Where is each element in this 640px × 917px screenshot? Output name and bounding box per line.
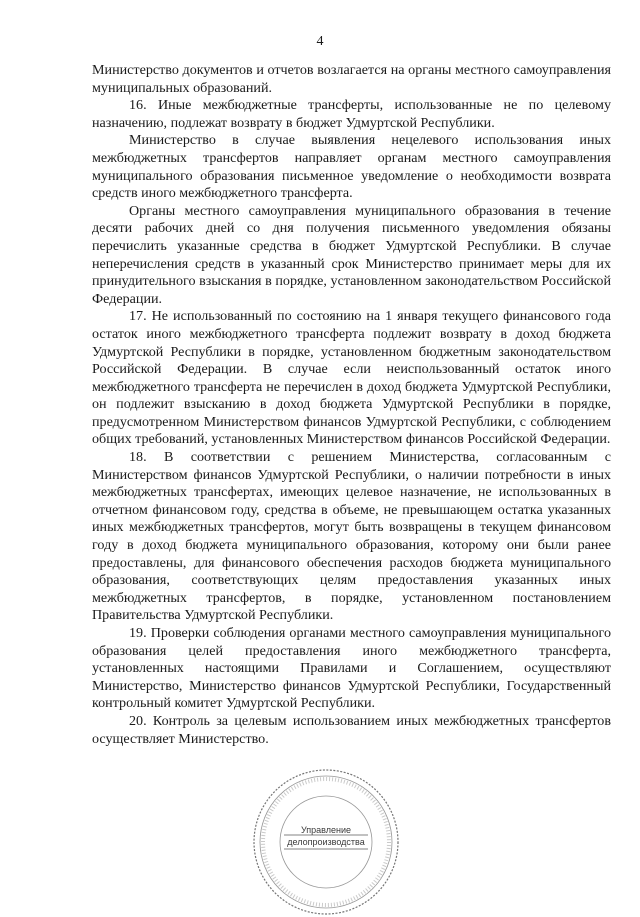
paragraph-item-19: 19. Проверки соблюдения органами местного самоуправления муниципального образования целей предоставления иного межбюджетного трансферта, установленных настоящими Правилами и Соглашением, осуществляют Министерство, Министерство финансов Удмуртской Республики, Государственный контрольный комитет Удмуртской Республики.	[92, 625, 611, 712]
stamp-label-line1: Управление	[300, 825, 352, 835]
office-stamp	[251, 767, 401, 917]
document-body	[92, 62, 611, 748]
paragraph-item-20: 20. Контроль за целевым использованием иных межбюджетных трансфертов осуществляет Министерство.	[92, 712, 611, 747]
page-number: 4	[316, 34, 324, 49]
paragraph-item-17: 17. Не использованный по состоянию на 1 января текущего финансового года остаток иного межбюджетного трансферта подлежит возврату в доход бюджета Удмуртской Республики в порядке, установленном бюджетным законодательством Российской Федерации. В случае если неиспользованный остаток иного межбюджетного трансферта не перечислен в доход бюджета Удмуртской Республики, он подлежит взысканию в доход бюджета Удмуртской Республики в порядке, предусмотренном Министерством финансов Удмуртской Республики, с соблюдением общих требований, установленных Министерством финансов Российской Федерации.	[92, 308, 611, 448]
stamp-label-line2: делопроизводства	[287, 837, 365, 847]
paragraph-item-16-obligation: Органы местного самоуправления муниципального образования в течение десяти рабочих дней со дня получения письменного уведомления обязаны перечислить указанные средства в бюджет Удмуртской Республики. В случае неперечисления средств в указанный срок Министерство принимает меры для их принудительного взыскания в порядке, установленном законодательством Российской Федерации.	[92, 202, 611, 307]
paragraph-item-16: 16. Иные межбюджетные трансферты, использованные не по целевому назначению, подлежат возврату в бюджет Удмуртской Республики.	[92, 97, 611, 131]
paragraph-continuation: Министерство документов и отчетов возлагается на органы местного самоуправления муниципальных образований.	[92, 62, 611, 96]
paragraph-item-18: 18. В соответствии с решением Министерства, согласованным с Министерством финансов Удмуртской Республики, о наличии потребности в иных межбюджетных трансфертах, имеющих целевое назначение, не использованных в отчетном финансовом году, средства в объеме, не превышающем остатка указанных иных межбюджетных трансфертов, могут быть возвращены в текущем финансовом году в доход бюджета муниципального образования, которому они были ранее предоставлены, для финансового обеспечения расходов бюджета муниципального образования, соответствующих целям предоставления указанных иных межбюджетных трансфертов, в порядке, установленном постановлением Правительства Удмуртской Республики.	[92, 449, 611, 624]
paragraph-item-16-notice: Министерство в случае выявления нецелевого использования иных межбюджетных трансфертов направляет органам местного самоуправления муниципального образования письменное уведомление о необходимости возврата средств иного межбюджетного трансферта.	[92, 132, 611, 202]
